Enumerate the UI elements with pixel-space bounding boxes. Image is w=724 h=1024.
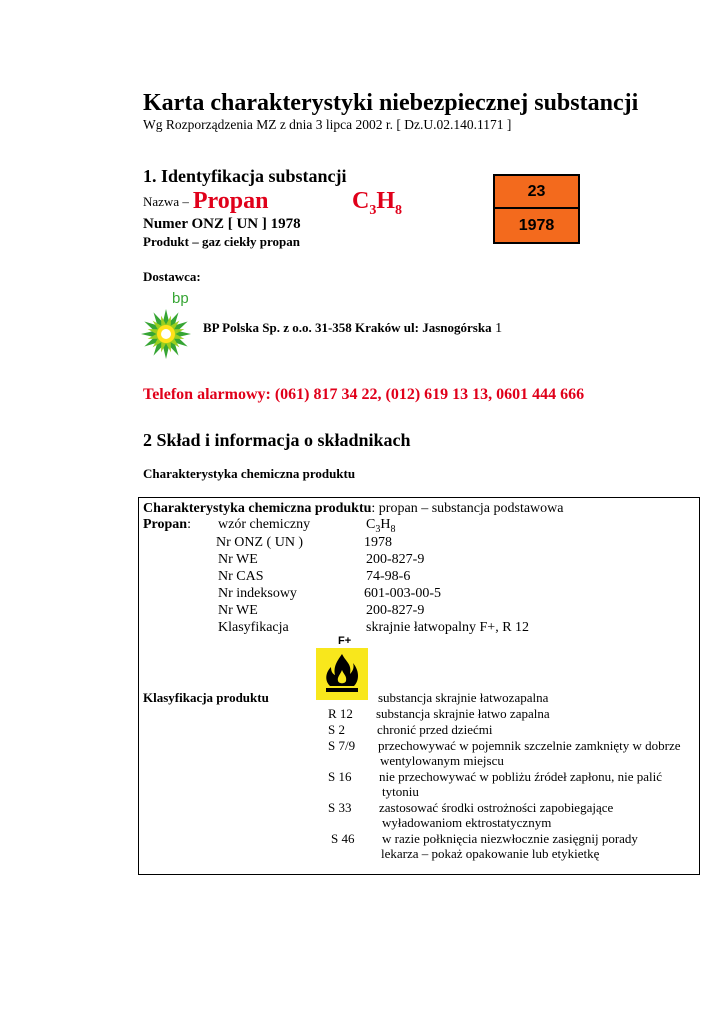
chemical-formula: $C_3H_8$ bbox=[352, 188, 403, 218]
phrase-code: S 2 bbox=[328, 722, 345, 737]
phrase-text-continued: wentylowanym miejscu bbox=[380, 753, 504, 768]
pictogram-label: F+ bbox=[338, 635, 352, 647]
phrase-text: zastosować środki ostrożności zapobiegające bbox=[379, 800, 614, 815]
box-first-line-text: : propan – substancja podstawowa bbox=[371, 501, 564, 516]
supplier-address bbox=[203, 319, 502, 337]
bp-logo-text: bp bbox=[172, 290, 189, 307]
bp-helios-icon bbox=[140, 308, 192, 360]
phrase-text-continued: tytoniu bbox=[382, 784, 419, 799]
property-label-index: Nr indeksowy bbox=[218, 586, 297, 601]
phrase-code: S 7/9 bbox=[328, 738, 356, 753]
section-2-heading: 2 Skład i informacja o składnikach bbox=[143, 430, 411, 450]
phrase-text: w razie połknięcia niezwłocznie zasięgnij porady bbox=[382, 831, 638, 846]
phrase-text: przechowywać w pojemnik szczelnie zamknięty w dobrze bbox=[378, 738, 681, 753]
name-label: Nazwa – bbox=[143, 194, 189, 209]
bp-logo bbox=[140, 290, 196, 362]
hazard-identification-plate bbox=[493, 174, 580, 244]
box-first-line-label: Charakterystyka chemiczna produktu bbox=[143, 501, 372, 516]
property-label-classification: Klasyfikacja bbox=[218, 620, 289, 635]
phrase-text: substancja skrajnie łatwo zapalna bbox=[376, 706, 550, 721]
phrase-code: R 12 bbox=[328, 706, 353, 721]
section-2-subheading: Charakterystyka chemiczna produktu bbox=[143, 466, 356, 481]
supplier-name: BP Polska Sp. z o.o. 31-358 Kraków ul: Jasnogórska bbox=[203, 320, 492, 335]
property-value-we: 200-827-9 bbox=[366, 552, 425, 567]
regulation-reference: Wg Rozporządzenia MZ z dnia 3 lipca 2002 r. [ Dz.U.02.140.1171 ] bbox=[143, 117, 512, 132]
phrase-text: chronić przed dziećmi bbox=[377, 722, 493, 737]
property-value-index: 601-003-00-5 bbox=[364, 586, 441, 601]
phrase-text-continued: lekarza – pokaż opakowanie lub etykietkę bbox=[381, 846, 600, 861]
phrase-code: S 33 bbox=[328, 800, 352, 815]
property-value-we-2: 200-827-9 bbox=[366, 603, 425, 618]
flame-icon bbox=[316, 648, 368, 700]
propan-label: Propan: bbox=[143, 517, 191, 532]
product-line: Produkt – gaz ciekły propan bbox=[143, 234, 300, 249]
property-label-cas: Nr CAS bbox=[218, 569, 264, 584]
property-label-un: Nr ONZ ( UN ) bbox=[216, 535, 304, 550]
product-classification-label: Klasyfikacja produktu bbox=[143, 690, 269, 705]
phrase-code: S 46 bbox=[331, 831, 355, 846]
product-classification-text: substancja skrajnie łatwozapalna bbox=[378, 690, 549, 705]
box-first-line bbox=[143, 501, 564, 517]
supplier-street-number: 1 bbox=[491, 321, 503, 336]
property-label-formula: wzór chemiczny bbox=[218, 517, 311, 532]
property-value-un: 1978 bbox=[364, 535, 392, 550]
hazard-number: 23 bbox=[527, 183, 546, 200]
property-value-classification: skrajnie łatwopalny F+, R 12 bbox=[366, 620, 530, 635]
section-1-heading: 1. Identyfikacja substancji bbox=[143, 166, 347, 186]
substance-name: Propan bbox=[192, 188, 269, 214]
supplier-label: Dostawca: bbox=[143, 269, 201, 284]
phrase-text: nie przechowywać w pobliżu źródeł zapłonu, nie palić bbox=[379, 769, 662, 784]
flammable-pictogram bbox=[316, 648, 368, 700]
property-value-cas: 74-98-6 bbox=[366, 569, 411, 584]
property-value-formula: $C_3H_8$ bbox=[366, 517, 396, 535]
phrase-text-continued: wyładowaniom ektrostatycznym bbox=[382, 815, 552, 830]
un-number-line: Numer ONZ [ UN ] 1978 bbox=[143, 216, 301, 232]
property-label-we: Nr WE bbox=[218, 552, 258, 567]
plate-divider bbox=[495, 207, 578, 209]
emergency-phone: Telefon alarmowy: (061) 817 34 22, (012) 619 13 13, 0601 444 666 bbox=[143, 386, 585, 403]
page-title: Karta charakterystyki niebezpiecznej substancji bbox=[143, 90, 639, 116]
un-number-plate: 1978 bbox=[518, 217, 555, 234]
property-label-we-2: Nr WE bbox=[218, 603, 258, 618]
substance-name-line bbox=[143, 188, 268, 215]
phrase-code: S 16 bbox=[328, 769, 352, 784]
